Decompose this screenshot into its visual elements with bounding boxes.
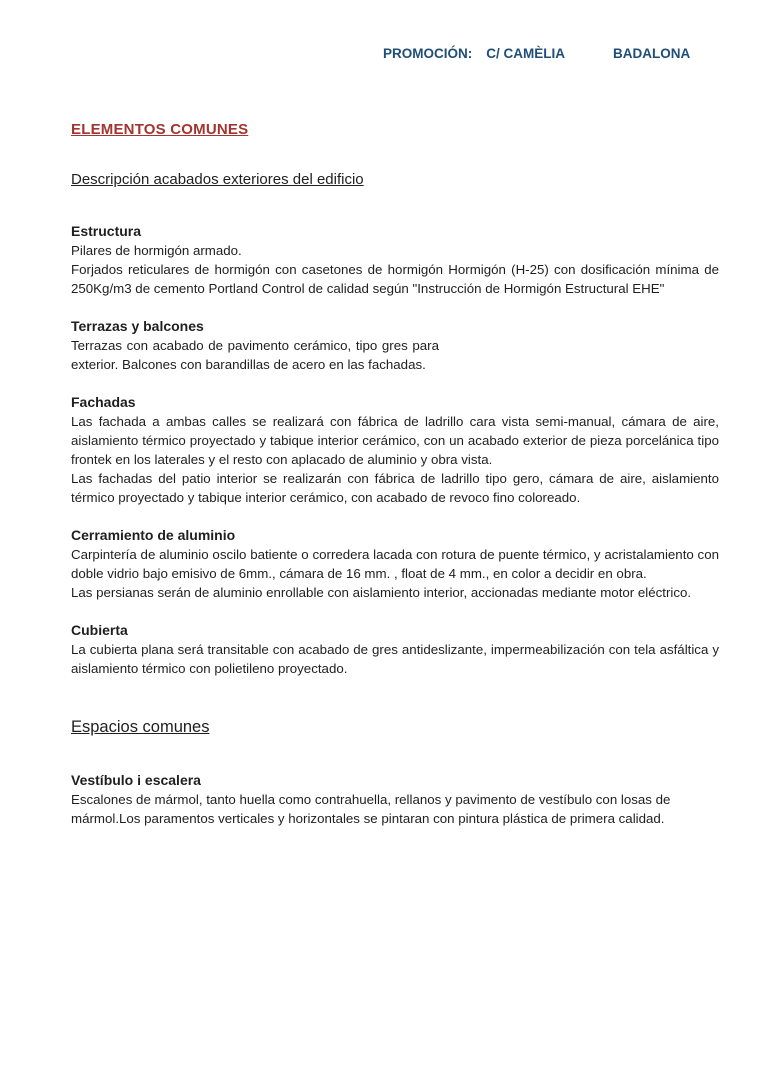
page-title: ELEMENTOS COMUNES	[71, 121, 249, 138]
section-vestibulo-escalera	[71, 771, 719, 828]
section-heading: Vestíbulo i escalera	[71, 772, 201, 788]
section-terrazas-balcones	[71, 317, 719, 374]
promotion-city: BADALONA	[613, 46, 691, 61]
header-promotion	[383, 44, 719, 63]
promotion-street: C/ CAMÈLIA	[486, 46, 565, 61]
subtitle-exterior-finishes: Descripción acabados exteriores del edificio	[71, 171, 364, 188]
section-paragraph: Terrazas con acabado de pavimento cerámico, tipo gres para exterior. Balcones con barandillas de acero en las fachadas.	[71, 338, 439, 372]
promotion-label: PROMOCIÓN:	[383, 46, 473, 61]
section-heading: Cerramiento de aluminio	[71, 527, 236, 543]
section-heading: Cubierta	[71, 622, 128, 638]
section-paragraph: Las fachadas del patio interior se realizarán con fábrica de ladrillo tipo gero, cámara de aire, aislamiento térmico proyectado y tabique interior cerámico, con acabado de revoco fino coloreado.	[71, 471, 719, 505]
section-paragraph: Las persianas serán de aluminio enrollable con aislamiento interior, accionadas mediante motor eléctrico.	[71, 585, 692, 600]
section-paragraph: Escalones de mármol, tanto huella como contrahuella, rellanos y pavimento de vestíbulo con losas de mármol.Los paramentos verticales y horizontales se pintaran con pintura plástica de primera calidad.	[71, 792, 671, 826]
section-paragraph: Las fachada a ambas calles se realizará con fábrica de ladrillo cara vista semi-manual, cámara de aire, aislamiento térmico proyectado y tabique interior cerámico, con un acabado exterior de pieza porcelánica tipo frontek en los laterales y el resto con aplacado de aluminio y obra vista.	[71, 414, 719, 467]
section-heading: Estructura	[71, 223, 142, 239]
section-paragraph: Forjados reticulares de hormigón con casetones de hormigón Hormigón (H-25) con dosificación mínima de 250Kg/m3 de cemento Portland Control de calidad según "Instrucción de Hormigón Estructural EHE"	[71, 262, 719, 296]
subtitle-common-spaces: Espacios comunes	[71, 718, 210, 736]
section-fachadas	[71, 393, 719, 507]
section-paragraph: La cubierta plana será transitable con acabado de gres antideslizante, impermeabilización con tela asfáltica y aislamiento térmico con polietileno proyectado.	[71, 642, 719, 676]
section-paragraph: Carpintería de aluminio oscilo batiente o corredera lacada con rotura de puente térmico, y acristalamiento con doble vidrio bajo emisivo de 6mm., cámara de 16 mm. , float de 4 mm., en color a decidir en obra.	[71, 547, 719, 581]
section-heading: Fachadas	[71, 394, 136, 410]
section-paragraph: Pilares de hormigón armado.	[71, 243, 242, 258]
section-heading: Terrazas y balcones	[71, 318, 204, 334]
section-cubierta	[71, 621, 719, 678]
section-estructura	[71, 222, 719, 298]
section-cerramiento-aluminio	[71, 526, 719, 602]
